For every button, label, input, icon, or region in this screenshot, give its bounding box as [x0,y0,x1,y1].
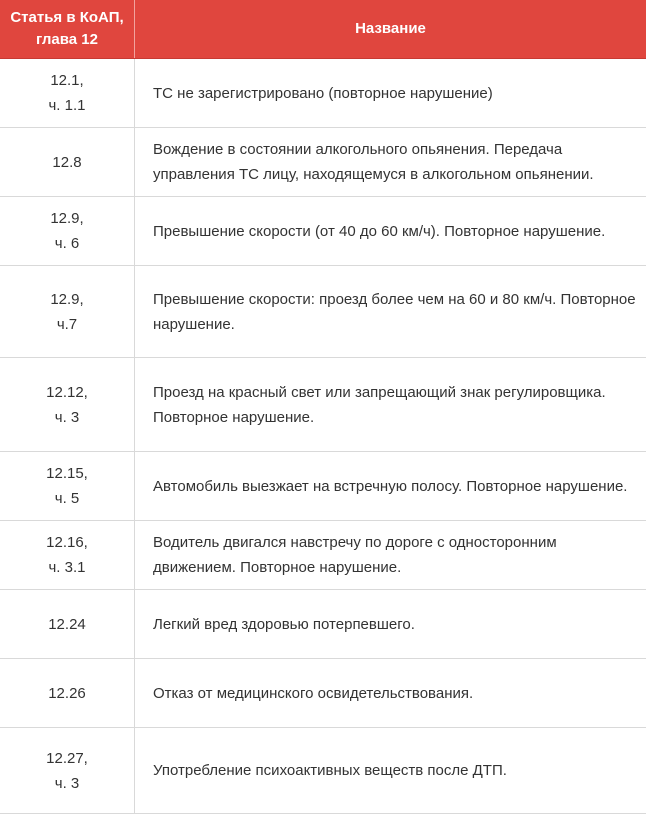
article-cell [0,659,135,728]
name-cell: Проезд на красный свет или запрещающий знак регулировщика. Повторное нарушение. [135,358,646,452]
article-line: ч. 3 [54,408,80,426]
name-cell: Превышение скорости (от 40 до 60 км/ч). Повторное нарушение. [135,197,646,266]
article-line: 12.26 [48,684,86,702]
article-line: 12.8 [52,153,82,171]
table-row [0,659,646,728]
article-line: 12.12, [46,383,88,401]
name-cell: Отказ от медицинского освидетельствования. [135,659,646,728]
header-name: Название [135,0,646,59]
article-cell [0,128,135,197]
name-cell: Превышение скорости: проезд более чем на 60 и 80 км/ч. Повторное нарушение. [135,266,646,358]
table-row [0,128,646,197]
header-article-line: глава 12 [36,31,98,48]
table-row [0,590,646,659]
article-line: 12.15, [46,465,88,482]
article-cell [0,521,135,590]
name-cell: ТС не зарегистрировано (повторное нарушение) [135,59,646,128]
article-cell [0,452,135,521]
name-cell: Легкий вред здоровью потерпевшего. [135,590,646,659]
name-cell: Автомобиль выезжает на встречную полосу. Повторное нарушение. [135,452,646,521]
article-line: 12.9, [50,290,84,308]
table-row [0,266,646,358]
article-line: 12.9, [50,210,84,227]
table-body [0,59,646,814]
header-article [0,0,135,59]
article-line: 12.16, [46,534,88,551]
article-cell [0,266,135,358]
article-line: 12.24 [48,615,86,633]
table-row [0,197,646,266]
article-line: ч.7 [56,315,78,333]
table-header [0,0,646,59]
name-cell: Употребление психоактивных веществ после ДТП. [135,728,646,814]
article-cell [0,728,135,814]
article-cell [0,59,135,128]
table-row [0,59,646,128]
name-cell: Водитель двигался навстречу по дороге с односторонним движением. Повторное нарушение. [135,521,646,590]
article-line: ч. 1.1 [48,97,86,114]
name-cell: Вождение в состоянии алкогольного опьянения. Передача управления ТС лицу, находящемуся в алкогольном опьянении. [135,128,646,197]
table-row [0,358,646,452]
article-cell [0,197,135,266]
article-line: 12.1, [50,72,84,89]
header-row [0,0,646,59]
table-row [0,728,646,814]
article-line: 12.27, [46,749,88,767]
table-row [0,521,646,590]
article-line: ч. 3.1 [48,559,86,576]
article-line: ч. 3 [54,774,80,792]
article-line: ч. 6 [54,235,80,252]
article-line: ч. 5 [54,490,80,507]
article-cell [0,590,135,659]
table-row [0,452,646,521]
header-article-line: Статья в КоАП, [10,9,124,26]
article-cell [0,358,135,452]
